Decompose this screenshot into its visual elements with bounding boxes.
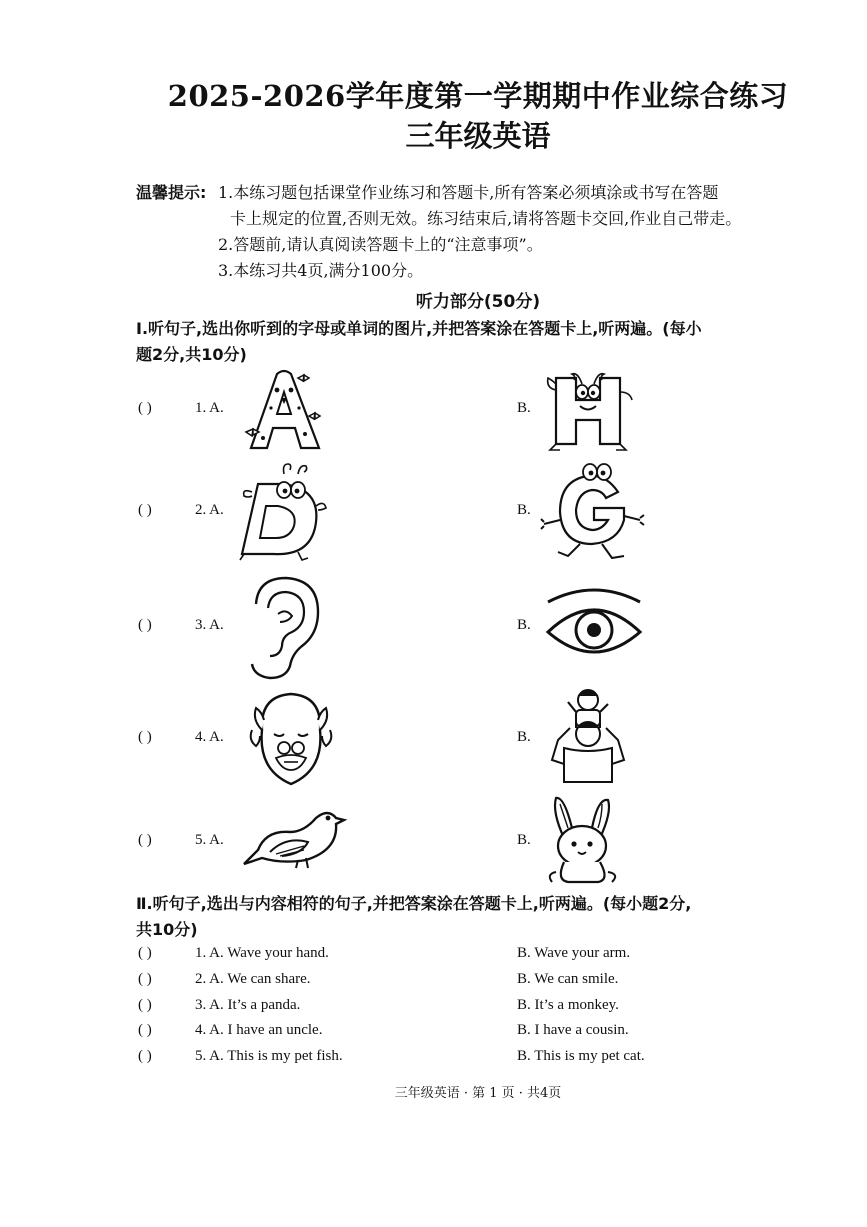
option-b: B. It’s a monkey. [517,997,619,1013]
option-a: 1. A. Wave your hand. [195,945,329,961]
bird-icon [242,802,346,870]
tips-label: 温馨提示: [136,183,207,202]
option-b: B. I have a cousin. [517,1022,629,1038]
part2-instruction: Ⅱ.听句子,选出与内容相符的句子,并把答案涂在答题卡上,听两遍。(每小题2分, [136,894,692,913]
listening-section-heading: 听力部分(50分) [415,292,541,312]
answer-blank[interactable]: ( ) [138,617,152,633]
part2-instruction-cont: 共10分) [136,920,198,939]
grandpa-face-icon [246,690,336,788]
ear-icon [246,574,324,680]
part1-instruction-cont: 题2分,共10分) [136,345,247,364]
tips-line-3: 3.本练习共4页,满分100分。 [218,261,424,280]
option-a: 3. A. It’s a panda. [195,997,301,1013]
father-and-child-icon [540,688,632,784]
tips-line-1: 1.本练习题包括课堂作业练习和答题卡,所有答案必须填涂或书写在答题 [218,183,719,202]
answer-blank[interactable]: ( ) [138,1022,152,1038]
answer-blank[interactable]: ( ) [138,1048,152,1064]
option-a: 5. A. This is my pet fish. [195,1048,343,1064]
letter-h-cartoon-icon [544,370,636,452]
tips-line-2: 2.答题前,请认真阅读答题卡上的“注意事项”。 [218,235,543,254]
tips-line-1b: 卡上规定的位置,否则无效。练习结束后,请将答题卡交回,作业自己带走。 [230,209,742,228]
answer-blank[interactable]: ( ) [138,945,152,961]
question-number: 4. A. [195,729,224,745]
option-b: B. Wave your arm. [517,945,631,961]
answer-blank[interactable]: ( ) [138,971,152,987]
answer-blank[interactable]: ( ) [138,729,152,745]
letter-g-cartoon-icon [540,460,652,560]
answer-blank[interactable]: ( ) [138,832,152,848]
answer-blank[interactable]: ( ) [138,997,152,1013]
option-b-label: B. [517,832,531,848]
option-b-label: B. [517,729,531,745]
question-number: 3. A. [195,617,224,633]
option-b-label: B. [517,400,531,416]
option-b-label: B. [517,617,531,633]
page-footer: 三年级英语 · 第 1 页 · 共4页 [394,1086,562,1101]
question-number: 5. A. [195,832,224,848]
option-b: B. We can smile. [517,971,619,987]
answer-blank[interactable]: ( ) [138,502,152,518]
letter-d-cartoon-icon [238,462,328,562]
letter-a-cartoon-icon [243,368,325,452]
part1-instruction: Ⅰ.听句子,选出你听到的字母或单词的图片,并把答案涂在答题卡上,听两遍。(每小 [136,319,702,338]
question-number: 1. A. [195,400,224,416]
option-b-label: B. [517,502,531,518]
page-subtitle: 三年级英语 [405,119,551,153]
option-b: B. This is my pet cat. [517,1048,645,1064]
eye-icon [544,588,644,660]
answer-blank[interactable]: ( ) [138,400,152,416]
option-a: 2. A. We can share. [195,971,311,987]
rabbit-icon [542,794,622,886]
option-a: 4. A. I have an uncle. [195,1022,323,1038]
page-title: 2025-2026学年度第一学期期中作业综合练习 [167,79,789,113]
question-number: 2. A. [195,502,224,518]
